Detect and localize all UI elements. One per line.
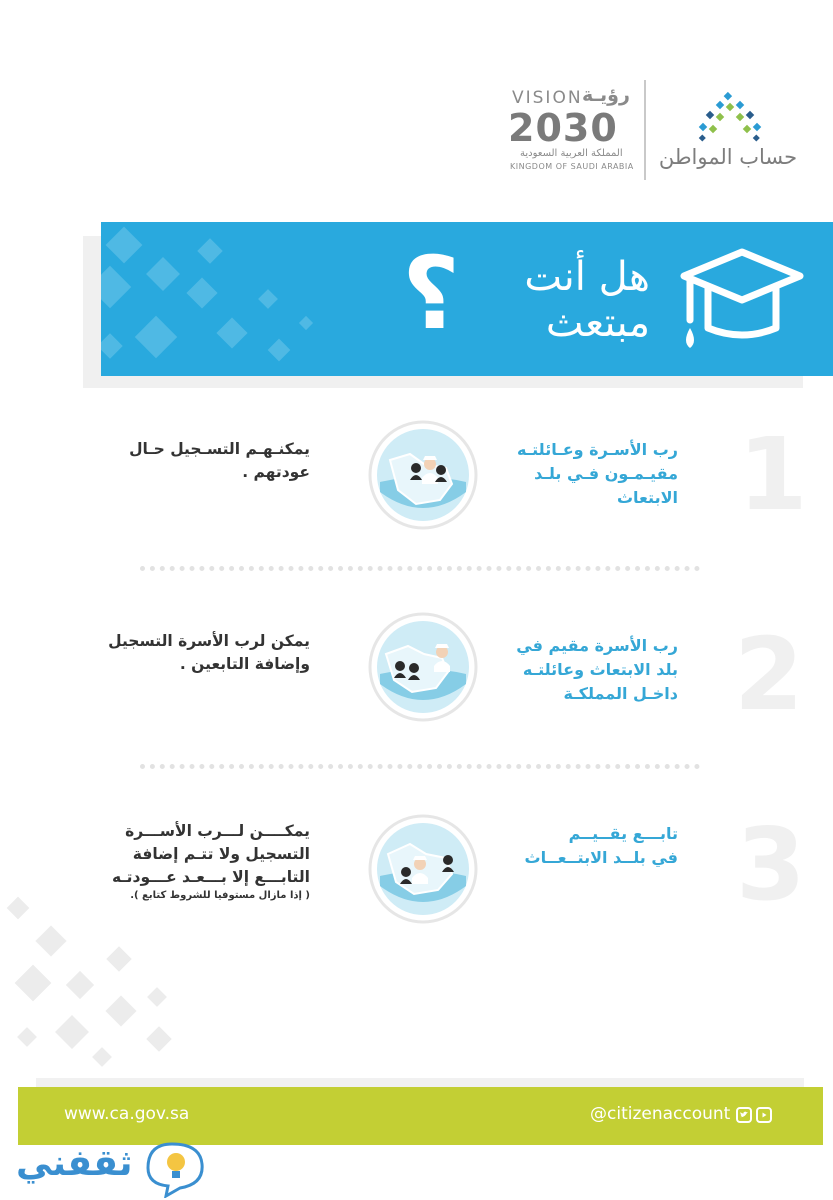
item-title-line: مقيـمـون فـي بلـد — [534, 464, 678, 483]
saudi-map-family-icon — [368, 612, 478, 722]
item-description-line: التسجيل ولا تتـم إضافة — [132, 845, 310, 863]
item-description-line: وإضافة التابعين . — [179, 655, 310, 673]
banner-pixel-pattern — [101, 222, 361, 376]
dotted-separator — [140, 566, 700, 571]
item-title — [498, 822, 678, 870]
pixel-pattern-bottom-left — [0, 880, 230, 1080]
item-description-line: يمكــــن لـــرب الأســـرة — [125, 822, 310, 840]
item-title-line: رب الأسرة مقيم في — [516, 636, 678, 655]
item-title — [498, 438, 678, 510]
header-divider — [644, 80, 646, 180]
item-title-line: بلد الابتعاث وعائلتـه — [522, 660, 678, 679]
lightbulb-icon — [140, 1138, 210, 1198]
item-title-line: في بلــد الابتــعــاث — [524, 848, 678, 867]
item-description-line: التابـــع إلا بـــعـد عـــودتـه — [111, 868, 310, 886]
item-title-line: داخـل المملكـة — [563, 684, 678, 703]
saudi-map-family-icon — [368, 420, 478, 530]
banner-title-line-1: هل أنت — [524, 254, 650, 300]
saudi-map-family-icon — [368, 814, 478, 924]
item-description-line: يمكنـهـم التسـجيل حـال — [129, 440, 310, 458]
social-handle-link[interactable]: @citizenaccount — [590, 1104, 731, 1124]
banner-title-line-2: مبتعث — [545, 300, 650, 346]
dotted-separator — [140, 764, 700, 769]
item-description — [60, 630, 310, 676]
website-link[interactable]: www.ca.gov.sa — [64, 1104, 190, 1124]
question-mark: ؟ — [402, 235, 461, 352]
item-description — [60, 438, 310, 484]
graduation-cap-icon — [676, 238, 806, 368]
kingdom-english-label: KINGDOM OF SAUDI ARABIA — [510, 162, 634, 171]
citizen-account-label: حساب المواطن — [658, 145, 798, 169]
twitter-icon[interactable] — [736, 1107, 752, 1123]
item-description — [60, 820, 310, 903]
item-description-line: يمكن لرب الأسرة التسجيل — [108, 632, 310, 650]
vision-year: 2030 — [508, 106, 618, 150]
kingdom-arabic-label: المملكة العربية السعودية — [520, 148, 623, 159]
item-number: 2 — [734, 616, 804, 733]
item-title-line: رب الأسـرة وعـائلتـه — [516, 440, 678, 459]
vision-arabic-label: رؤيـة — [582, 84, 630, 106]
vision-label: VISION — [512, 88, 583, 108]
item-description-line: عودتهم . — [242, 463, 310, 481]
item-title — [498, 634, 678, 706]
banner-title — [450, 254, 650, 346]
watermark-text: ثقفني — [16, 1143, 133, 1184]
item-number: 3 — [736, 806, 806, 923]
item-number: 1 — [738, 416, 808, 533]
item-title-line: الابتعاث — [616, 488, 678, 507]
item-description-note: ( إذا مازال مستوفيا للشروط كتابع ). — [130, 890, 310, 901]
item-title-line: تابـــع يقــيــم — [568, 824, 678, 843]
youtube-icon[interactable] — [756, 1107, 772, 1123]
